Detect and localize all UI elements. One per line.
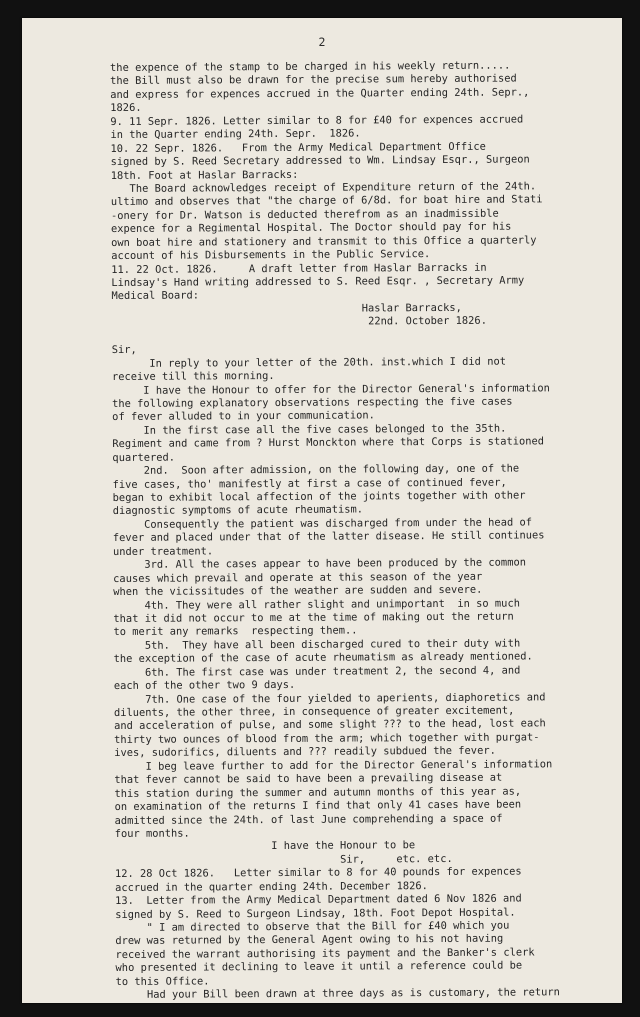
text-line: on examination of the returns I find that only 41 cases have been bbox=[114, 798, 522, 814]
text-line: Consequently the patient was discharged from under the head of bbox=[112, 516, 532, 531]
text-line: 1826. bbox=[110, 102, 142, 115]
text-line: the following explanatory observations respecting the five cases bbox=[112, 395, 513, 410]
text-line: 11. 22 Oct. 1826. A draft letter from Haslar Barracks in bbox=[111, 261, 487, 276]
text-line: the expence of the stamp to be charged in his weekly return..... bbox=[110, 59, 511, 74]
text-line: thirty two ounces of blood from the arm; which together with purgat- bbox=[114, 731, 540, 746]
text-line: own boat hire and stationery and transmit to this Office a quarterly bbox=[111, 234, 537, 249]
text-line: Sir, bbox=[111, 344, 137, 357]
text-line: 2nd. Soon after admission, on the following day, one of the bbox=[112, 462, 520, 478]
text-line: to merit any remarks respecting them.. bbox=[113, 624, 358, 639]
text-line: of fever alluded to in your communication. bbox=[112, 409, 375, 424]
text-line: Haslar Barracks, bbox=[111, 301, 462, 316]
document-page bbox=[22, 18, 622, 1003]
text-line: each of the other two 9 days. bbox=[113, 679, 296, 693]
text-line: I have the Honour to be bbox=[114, 839, 416, 854]
text-line: I beg leave further to add for the Director General's information bbox=[114, 758, 553, 773]
text-line: in the Quarter ending 24th. Sepr. 1826. bbox=[110, 127, 361, 142]
text-line: who presented it declining to leave it until a reference could be bbox=[115, 959, 523, 975]
text-line: and express for expences accrued in the Quarter ending 24th. Sepr., bbox=[110, 86, 530, 101]
text-line: expence for a Regimental Hospital. The Doctor should pay for his bbox=[110, 220, 512, 236]
text-line: quartered. bbox=[112, 451, 176, 464]
text-line: receive till this morning. bbox=[111, 370, 275, 384]
text-line: account of his Disbursements in the Public Service. bbox=[111, 248, 431, 263]
text-line: diluents, the other three, in consequence of greater excitement, bbox=[113, 704, 515, 719]
text-line: " I am directed to observe that the Bill for £40 which you bbox=[115, 919, 510, 934]
text-line: 3rd. All the cases appear to have been produced by the common bbox=[113, 556, 526, 572]
text-line: causes which prevail and operate at this season of the year bbox=[113, 570, 483, 585]
text-line: that it did not occur to me at the time of making out the return bbox=[113, 610, 514, 625]
text-line: 18th. Foot at Haslar Barracks: bbox=[110, 168, 299, 182]
text-line: five cases, tho' manifestly at first a case of continued fever, bbox=[112, 476, 507, 491]
typed-letter-text bbox=[110, 59, 616, 1003]
text-line: 22nd. October 1826. bbox=[111, 315, 487, 330]
text-line: Medical Board: bbox=[111, 289, 200, 303]
text-line: received the warrant authorising its payment and the Banker's clerk bbox=[115, 946, 535, 961]
text-line: The Board acknowledges receipt of Expenditure return of the 24th. bbox=[110, 180, 537, 195]
text-line: drew was returned by the General Agent owing to his not having bbox=[115, 933, 504, 948]
text-line: 10. 22 Sepr. 1826. From the Army Medical Department Office bbox=[110, 140, 486, 155]
text-line: Sir, etc. etc. bbox=[114, 852, 453, 867]
text-line: In reply to your letter of the 20th. inst.which I did not bbox=[111, 355, 506, 370]
text-line: fever and placed under that of the latter disease. He still continues bbox=[112, 529, 545, 545]
text-line: the exception of the case of acute rheumatism as already mentioned. bbox=[113, 650, 533, 666]
text-line: 5th. They have all been discharged cured to their duty with bbox=[113, 637, 521, 652]
text-line: and acceleration of pulse, and some slight ??? to the head, lost each bbox=[114, 717, 546, 733]
text-line: 4th. They were all rather slight and unimportant in so much bbox=[113, 597, 520, 612]
text-line: 7th. One case of the four yielded to aperients, diaphoretics and bbox=[113, 690, 546, 706]
text-line: that fever cannot be said to have been a prevailing disease at bbox=[114, 771, 503, 787]
text-line: the Bill must also be drawn for the precise sum hereby authorised bbox=[110, 72, 517, 88]
text-line: under treatment. bbox=[112, 545, 214, 558]
text-line: 12. 28 Oct 1826. Letter similar to 8 for 40 pounds for expences bbox=[114, 865, 522, 881]
text-line: when the vicissitudes of the weather are sudden and severe. bbox=[113, 583, 483, 599]
text-line: ives, sudorifics, diluents and ??? readily subdued the fever. bbox=[114, 744, 496, 760]
text-line: 13. Letter from the Army Medical Department dated 6 Nov 1826 and bbox=[115, 892, 522, 908]
text-line: this station during the summer and autumn months of this year as, bbox=[114, 785, 522, 800]
text-line: admitted since the 24th. of last June comprehending a space of bbox=[114, 812, 503, 827]
text-line: Regiment and came from ? Hurst Monckton where that Corps is stationed bbox=[112, 435, 545, 451]
text-line: signed by S. Reed to Surgeon Lindsay, 18th. Foot Depot Hospital. bbox=[115, 906, 516, 921]
text-line: began to exhibit local affection of the joints together with other bbox=[112, 489, 526, 504]
text-line: signed by S. Reed Secretary addressed to Wm. Lindsay Esqr., Surgeon bbox=[110, 153, 530, 169]
text-line: diagnostic symptoms of acute rheumatism. bbox=[112, 503, 364, 518]
text-line: -onery for Dr. Watson is deducted therefrom as an inadmissible bbox=[110, 207, 499, 222]
text-line: 9. 11 Sepr. 1826. Letter similar to 8 for £40 for expences accrued bbox=[110, 113, 524, 128]
text-line: accrued in the quarter ending 24th. December 1826. bbox=[115, 879, 428, 894]
text-line: Lindsay's Hand writing addressed to S. Reed Esqr. , Secretary Army bbox=[111, 274, 525, 289]
page-number: 2 bbox=[318, 35, 326, 49]
text-line: to this Office. bbox=[115, 975, 210, 988]
text-line: 6th. The first case was under treatment 2, the second 4, and bbox=[113, 664, 521, 679]
text-line: four months. bbox=[114, 827, 190, 840]
text-line: I have the Honour to offer for the Director General's information bbox=[111, 381, 550, 397]
text-line: Had your Bill been drawn at three days as is customary, the return bbox=[115, 986, 560, 1002]
text-line: In the first case all the five cases belonged to the 35th. bbox=[112, 422, 507, 437]
text-line: ultimo and observes that "the charge of 6/8d. for boat hire and Stati bbox=[110, 193, 543, 209]
